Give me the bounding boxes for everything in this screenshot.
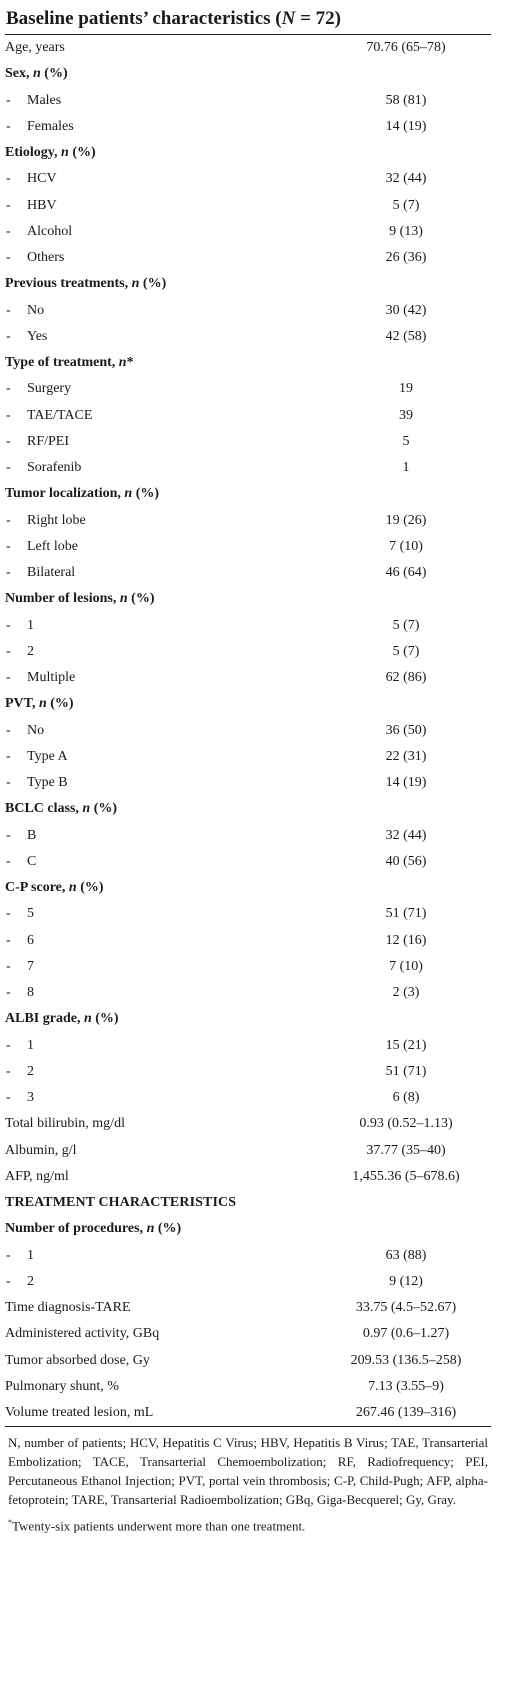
row-label: BCLC class, n (%)	[5, 801, 118, 817]
table-row	[5, 796, 491, 822]
row-label: - C	[6, 853, 37, 869]
row-value: 0.93 (0.52–1.13)	[359, 1116, 453, 1132]
row-value: 22 (31)	[385, 748, 427, 764]
row-label: - 1	[6, 1037, 34, 1053]
row-value: 6 (8)	[392, 1090, 420, 1106]
table-row	[5, 219, 491, 245]
row-label: PVT, n (%)	[5, 696, 74, 712]
table-row	[5, 1216, 491, 1242]
table-row	[5, 718, 491, 744]
table-row	[5, 376, 491, 402]
row-label: Tumor localization, n (%)	[5, 486, 160, 502]
table-row	[5, 1348, 491, 1374]
row-value: 14 (19)	[385, 775, 427, 791]
footnote-asterisk: *	[8, 1518, 12, 1528]
table-row	[5, 1059, 491, 1085]
row-label: - Right lobe	[6, 512, 86, 528]
row-value: 36 (50)	[385, 722, 427, 738]
row-label: Albumin, g/l	[5, 1142, 77, 1158]
row-label: - 3	[6, 1090, 34, 1106]
row-label: Type of treatment, n*	[5, 355, 134, 371]
row-label: Sex, n (%)	[5, 66, 68, 82]
row-label: - 2	[6, 1063, 34, 1079]
table-row	[5, 481, 491, 507]
row-label: - No	[6, 722, 45, 738]
row-label: Time diagnosis-TARE	[5, 1300, 131, 1316]
row-value	[321, 61, 491, 87]
row-value	[321, 796, 491, 822]
abbreviations-footnote: N, number of patients; HCV, Hepatitis C Virus; HBV, Hepatitis B Virus; TAE, Transarterial Embolization; TACE, Transarterial Chemoembolization; RF, Radiofrequency; PEI, Percutaneous Ethanol Injection; PVT, portal vein thrombosis; C-P, Child-Pugh; AFP, alpha-fetoprotein; TARE, Transarterial Radioembolization; GBq, Giga-Becquerel; Gy, Gray.	[8, 1435, 488, 1508]
row-label: - Left lobe	[6, 538, 78, 554]
row-label: Administered activity, GBq	[5, 1326, 160, 1342]
row-value: 32 (44)	[385, 171, 427, 187]
table-title	[5, 4, 491, 34]
row-value: 62 (86)	[385, 670, 427, 686]
row-value: 5 (7)	[392, 643, 420, 659]
row-value	[321, 875, 491, 901]
table-row	[5, 140, 491, 166]
table-row	[5, 1374, 491, 1400]
table-row	[5, 823, 491, 849]
table-row	[5, 114, 491, 140]
row-value	[321, 140, 491, 166]
table-row	[5, 691, 491, 717]
table-row	[5, 665, 491, 691]
row-label: TREATMENT CHARACTERISTICS	[5, 1195, 237, 1211]
row-label: - Surgery	[6, 381, 72, 397]
table-row	[5, 901, 491, 927]
row-value: 40 (56)	[385, 853, 427, 869]
table-row	[5, 298, 491, 324]
row-value: 26 (36)	[385, 250, 427, 266]
row-label: Pulmonary shunt, %	[5, 1378, 119, 1394]
row-value: 7 (10)	[389, 538, 423, 554]
row-label: - TAE/TACE	[6, 407, 93, 423]
table-row	[5, 429, 491, 455]
row-label: - 8	[6, 985, 34, 1001]
table-row	[5, 613, 491, 639]
row-value: 267.46 (139–316)	[355, 1405, 457, 1421]
row-value: 5 (7)	[392, 617, 420, 633]
row-label: - 6	[6, 932, 34, 948]
row-label: - HBV	[6, 197, 57, 213]
table-row	[5, 586, 491, 612]
table-row	[5, 1164, 491, 1190]
asterisk-footnote	[5, 1509, 491, 1535]
row-label: - Sorafenib	[6, 460, 82, 476]
row-value	[321, 1216, 491, 1242]
row-value	[321, 1190, 491, 1216]
table-row	[5, 560, 491, 586]
table-row	[5, 875, 491, 901]
row-value	[321, 1006, 491, 1032]
row-label: AFP, ng/ml	[5, 1168, 69, 1184]
row-value: 58 (81)	[385, 92, 427, 108]
row-label: - Females	[6, 118, 74, 134]
table-row	[5, 455, 491, 481]
table-row	[5, 1295, 491, 1321]
table-row	[5, 403, 491, 429]
row-value: 70.76 (65–78)	[366, 40, 446, 56]
row-label: - 1	[6, 1247, 34, 1263]
table-row	[5, 61, 491, 87]
row-label: - No	[6, 302, 45, 318]
row-label: - Type A	[6, 748, 68, 764]
table-row	[5, 508, 491, 534]
table-row	[5, 744, 491, 770]
row-label: - Multiple	[6, 670, 76, 686]
row-value: 39	[399, 407, 413, 423]
row-label: - Bilateral	[6, 565, 76, 581]
row-value	[321, 481, 491, 507]
table-row	[5, 928, 491, 954]
row-label: Total bilirubin, mg/dl	[5, 1116, 125, 1132]
row-value: 9 (12)	[389, 1273, 423, 1289]
row-value: 46 (64)	[385, 565, 427, 581]
row-label: - 1	[6, 617, 34, 633]
row-value: 5	[402, 433, 410, 449]
row-label: Tumor absorbed dose, Gy	[5, 1352, 150, 1368]
row-label: - RF/PEI	[6, 433, 70, 449]
asterisk-footnote-text: Twenty-six patients underwent more than one treatment.	[12, 1518, 306, 1534]
row-value: 5 (7)	[392, 197, 420, 213]
table-row	[5, 954, 491, 980]
table-row	[5, 324, 491, 350]
row-value	[321, 691, 491, 717]
row-value: 51 (71)	[385, 906, 427, 922]
table-row	[5, 1400, 491, 1426]
row-value: 19	[399, 381, 413, 397]
table-row	[5, 1033, 491, 1059]
table-row	[5, 245, 491, 271]
row-label: - Others	[6, 250, 65, 266]
row-value: 51 (71)	[385, 1063, 427, 1079]
table-row	[5, 849, 491, 875]
table-row	[5, 271, 491, 297]
table-title-count: = 72)	[295, 8, 342, 29]
row-value: 9 (13)	[389, 223, 423, 239]
row-value	[321, 586, 491, 612]
row-value: 7.13 (3.55–9)	[368, 1378, 444, 1394]
table-title-text: Baseline patients’ characteristics (	[6, 8, 282, 29]
row-value: 12 (16)	[385, 932, 427, 948]
row-value: 33.75 (4.5–52.67)	[355, 1300, 457, 1316]
row-label: ALBI grade, n (%)	[5, 1011, 119, 1027]
row-label: - HCV	[6, 171, 57, 187]
table-row	[5, 35, 491, 61]
row-label: - Alcohol	[6, 223, 73, 239]
table-row	[5, 1138, 491, 1164]
table-title-n: N	[281, 8, 296, 29]
table-row	[5, 1269, 491, 1295]
row-label: Age, years	[5, 40, 65, 56]
table-row	[5, 1190, 491, 1216]
row-value: 63 (88)	[385, 1247, 427, 1263]
row-value: 7 (10)	[389, 958, 423, 974]
row-value: 30 (42)	[385, 302, 427, 318]
row-label: - 5	[6, 906, 34, 922]
row-value: 209.53 (136.5–258)	[350, 1352, 462, 1368]
table-row	[5, 1085, 491, 1111]
table-row	[5, 770, 491, 796]
row-value	[321, 350, 491, 376]
row-label: - 2	[6, 643, 34, 659]
row-label: Previous treatments, n (%)	[5, 276, 167, 292]
row-label: Number of procedures, n (%)	[5, 1221, 182, 1237]
row-value: 32 (44)	[385, 827, 427, 843]
characteristics-table	[5, 35, 491, 1426]
row-label: C-P score, n (%)	[5, 880, 104, 896]
table-row	[5, 1006, 491, 1032]
row-value: 42 (58)	[385, 328, 427, 344]
row-label: - Males	[6, 92, 62, 108]
table-row	[5, 1111, 491, 1137]
row-label: - Yes	[6, 328, 48, 344]
table-row	[5, 1321, 491, 1347]
row-value: 15 (21)	[385, 1037, 427, 1053]
table-row	[5, 88, 491, 114]
row-value: 0.97 (0.6–1.27)	[362, 1326, 450, 1342]
row-label: - 7	[6, 958, 34, 974]
row-value	[321, 271, 491, 297]
row-label: - 2	[6, 1273, 34, 1289]
row-label: Etiology, n (%)	[5, 145, 96, 161]
table-container	[5, 0, 491, 1536]
row-label: - Type B	[6, 775, 68, 791]
row-value: 1	[402, 460, 410, 476]
row-value: 19 (26)	[385, 512, 427, 528]
row-value: 2 (3)	[392, 985, 420, 1001]
table-row	[5, 980, 491, 1006]
row-value: 1,455.36 (5–678.6)	[352, 1168, 460, 1184]
row-value: 37.77 (35–40)	[366, 1142, 446, 1158]
row-label: - B	[6, 827, 37, 843]
row-label: Volume treated lesion, mL	[5, 1405, 154, 1421]
table-row	[5, 350, 491, 376]
table-row	[5, 1243, 491, 1269]
table-row	[5, 193, 491, 219]
table-row	[5, 534, 491, 560]
row-value: 14 (19)	[385, 118, 427, 134]
row-label: Number of lesions, n (%)	[5, 591, 155, 607]
table-row	[5, 166, 491, 192]
table-row	[5, 639, 491, 665]
